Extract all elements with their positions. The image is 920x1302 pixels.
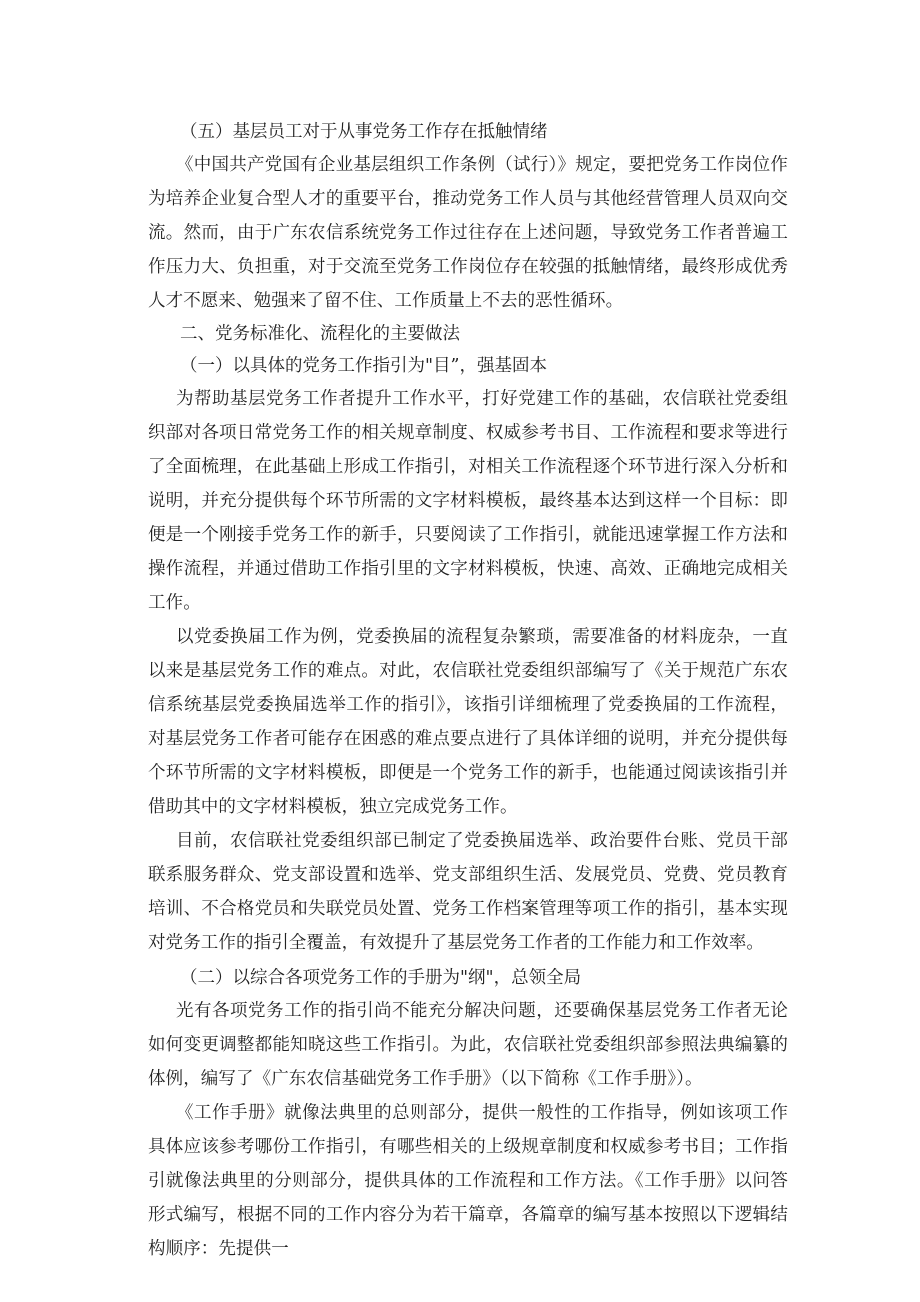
paragraph: 光有各项党务工作的指引尚不能充分解决问题，还要确保基层党务工作者无论如何变更调整都能知晓这些工作指引。为此，农信联社党委组织部参照法典编纂的体例，编写了《广东农信基础党务工作手册》（以下简称《工作手册》）。 — [148, 1001, 788, 1089]
paragraph: 以党委换届工作为例，党委换届的流程复杂繁琐，需要准备的材料庞杂，一直以来是基层党务工作的难点。对此，农信联社党委组织部编写了《关于规范广东农信系统基层党委换届选举工作的指引》，该指引详细梳理了党委换届的工作流程，对基层党务工作者可能存在困惑的难点要点进行了具体详细的说明，并充分提供每个环节所需的文字材料模板，即便是一个党务工作的新手，也能通过阅读该指引并借助其中的文字材料模板，独立完成党务工作。 — [148, 627, 788, 817]
paragraph: 《工作手册》就像法典里的总则部分，提供一般性的工作指导，例如该项工作具体应该参考哪份工作指引，有哪些相关的上级规章制度和权威参考书目；工作指引就像法典里的分则部分，提供具体的工作流程和工作方法。《工作手册》以问答形式编写，根据不同的工作内容分为若干篇章，各篇章的编写基本按照以下逻辑结构顺序：先提供一 — [148, 1103, 788, 1259]
section-heading-2: 二、党务标准化、流程化的主要做法 — [180, 324, 460, 344]
paragraph: 《中国共产党国有企业基层组织工作条例（试行）》规定，要把党务工作岗位作为培养企业复合型人才的重要平台，推动党务工作人员与其他经营管理人员双向交流。然而，由于广东农信系统党务工作过往存在上述问题，导致党务工作者普遍工作压力大、负担重，对于交流至党务工作岗位存在较强的抵触情绪，最终形成优秀人才不愿来、勉强来了留不住、工作质量上不去的恶性循环。 — [148, 155, 788, 311]
paragraph: 为帮助基层党务工作者提升工作水平，打好党建工作的基础，农信联社党委组织部对各项日常党务工作的相关规章制度、权威参考书目、工作流程和要求等进行了全面梳理，在此基础上形成工作指引，对相关工作流程逐个环节进行深入分析和说明，并充分提供每个环节所需的文字材料模板，最终基本达到这样一个目标：即便是一个刚接手党务工作的新手，只要阅读了工作指引，就能迅速掌握工作方法和操作流程，并通过借助工作指引里的文字材料模板，快速、高效、正确地完成相关工作。 — [148, 389, 788, 613]
paragraph: 目前，农信联社党委组织部已制定了党委换届选举、政治要件台账、党员干部联系服务群众、党支部设置和选举、党支部组织生活、发展党员、党费、党员教育培训、不合格党员和失联党员处置、党务工作档案管理等项工作的指引，基本实现对党务工作的指引全覆盖，有效提升了基层党务工作者的工作能力和工作效率。 — [148, 831, 788, 953]
section-heading-5: （五）基层员工对于从事党务工作存在抵触情绪 — [180, 122, 548, 142]
subsection-heading-2: （二）以综合各项党务工作的手册为"纲"，总领全局 — [180, 968, 582, 988]
document-page — [148, 116, 788, 1266]
subsection-heading-1: （一）以具体的党务工作指引为"目”，强基固本 — [180, 356, 547, 376]
